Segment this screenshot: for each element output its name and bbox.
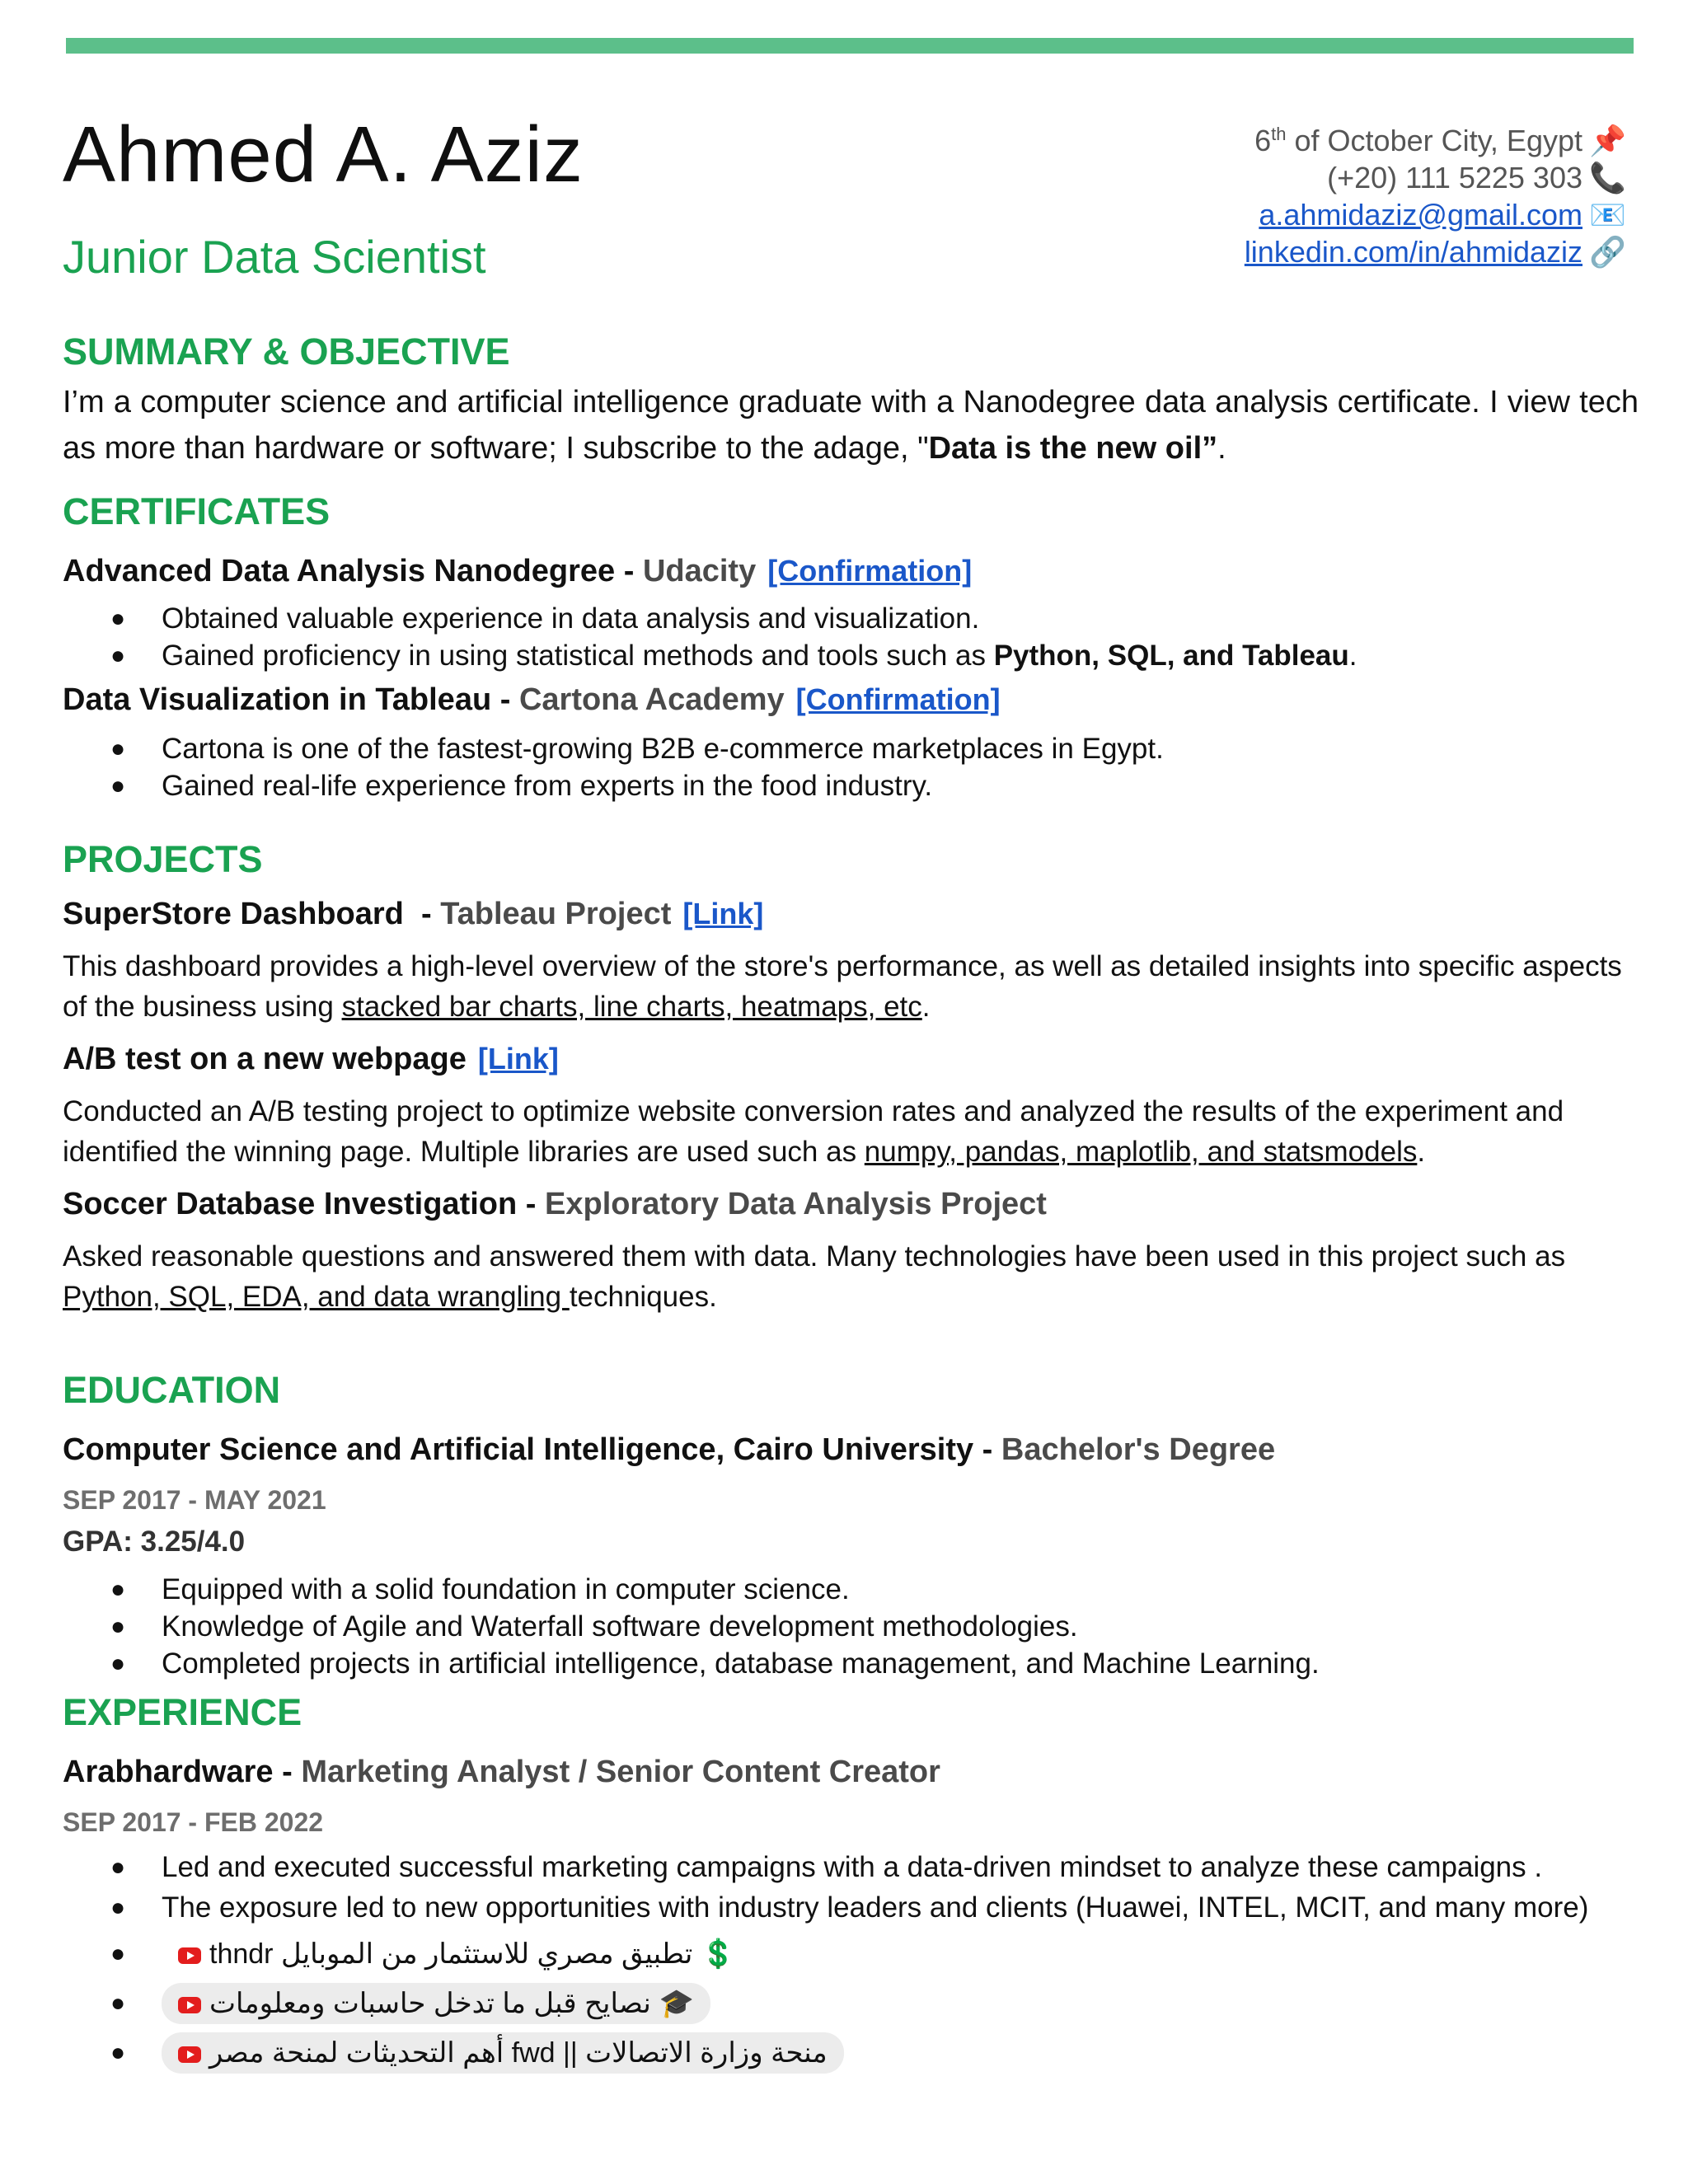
graduation-cap-icon: 🎓 bbox=[659, 1988, 695, 2019]
project-link[interactable]: [Link] bbox=[477, 1042, 559, 1076]
bullet-icon: ● bbox=[110, 735, 126, 762]
project-name: SuperStore Dashboard bbox=[63, 897, 404, 931]
bullet-icon: ● bbox=[110, 642, 126, 669]
bullet-text: Completed projects in artificial intelligence, database management, and Machine Learning. bbox=[162, 1647, 1320, 1680]
list-item bbox=[63, 2030, 1639, 2076]
list-item bbox=[63, 637, 1639, 674]
resume-body bbox=[63, 330, 1639, 2076]
email-link[interactable]: a.ahmidaziz@gmail.com bbox=[1259, 198, 1582, 232]
job-title: Junior Data Scientist bbox=[63, 231, 486, 283]
project-link[interactable]: [Link] bbox=[682, 897, 764, 930]
candidate-name: Ahmed A. Aziz bbox=[63, 110, 584, 199]
certificates-heading: CERTIFICATES bbox=[63, 490, 331, 532]
bullet-icon: ● bbox=[110, 1854, 126, 1881]
certificate-bullets bbox=[63, 600, 1639, 674]
separator: - bbox=[273, 1755, 302, 1789]
email-icon: 📧 bbox=[1589, 198, 1626, 232]
bullet-bold: Python, SQL, and Tableau bbox=[993, 640, 1349, 672]
summary-bold: Data is the new oil” bbox=[928, 431, 1218, 466]
confirmation-link[interactable]: [Confirmation] bbox=[795, 682, 1001, 716]
bullet-end: . bbox=[1348, 640, 1357, 672]
list-item bbox=[63, 1931, 1639, 1977]
list-item bbox=[63, 600, 1639, 637]
linkedin-link[interactable]: linkedin.com/in/ahmidaziz bbox=[1244, 235, 1582, 269]
degree: Bachelor's Degree bbox=[1001, 1432, 1276, 1467]
gpa: GPA: 3.25/4.0 bbox=[63, 1526, 246, 1558]
education-heading: EDUCATION bbox=[63, 1369, 281, 1411]
experience-title bbox=[63, 1751, 1639, 1793]
job-role: Marketing Analyst / Senior Content Creator bbox=[301, 1755, 940, 1789]
top-accent-bar bbox=[66, 38, 1634, 54]
summary-text bbox=[63, 379, 1639, 471]
list-item bbox=[63, 1980, 1639, 2027]
dollar-icon: 💲 bbox=[701, 1938, 736, 1970]
desc-underlined: numpy, pandas, maplotlib, and statsmodels bbox=[864, 1136, 1418, 1168]
project-type: Tableau Project bbox=[440, 897, 672, 931]
location-sup: th bbox=[1271, 124, 1287, 144]
bullet-text: Gained real-life experience from experts in the food industry. bbox=[162, 770, 933, 802]
education-date: SEP 2017 - MAY 2021 bbox=[63, 1485, 326, 1515]
list-item bbox=[63, 1608, 1639, 1645]
location-text: of October City, Egypt bbox=[1286, 124, 1582, 157]
separator: - bbox=[403, 897, 441, 931]
bullet-text: Knowledge of Agile and Waterfall software development methodologies. bbox=[162, 1610, 1078, 1643]
video-chip[interactable] bbox=[162, 1933, 753, 1975]
list-item bbox=[63, 730, 1639, 767]
education-title bbox=[63, 1429, 1639, 1470]
desc-text: Asked reasonable questions and answered them with data. Many technologies have been used in this project such as bbox=[63, 1240, 1566, 1272]
bullet-icon: ● bbox=[110, 605, 126, 632]
certificate-issuer: Cartona Academy bbox=[518, 682, 785, 717]
link-icon: 🔗 bbox=[1589, 235, 1626, 269]
youtube-icon bbox=[178, 1997, 201, 2013]
phone-icon: 📞 bbox=[1589, 161, 1626, 194]
certificate-title bbox=[63, 679, 1639, 720]
bullet-icon: ● bbox=[110, 1940, 126, 1967]
email-line bbox=[1245, 196, 1625, 233]
video-chip[interactable] bbox=[162, 2032, 844, 2074]
contact-block bbox=[1245, 115, 1625, 270]
desc-end: techniques. bbox=[569, 1281, 717, 1313]
project-title bbox=[63, 893, 1639, 935]
bullet-text: Equipped with a solid foundation in computer science. bbox=[162, 1573, 850, 1605]
bullet-icon: ● bbox=[110, 1576, 126, 1603]
video-title: منحة وزارة الاتصالات || fwd أهم التحديثات لمنحة مصر bbox=[209, 2037, 828, 2069]
video-title: نصايح قبل ما تدخل حاسبات ومعلومات bbox=[209, 1988, 651, 2019]
project-description bbox=[63, 946, 1639, 1027]
bullet-text: Gained proficiency in using statistical methods and tools such as bbox=[162, 640, 994, 672]
bullet-text: Led and executed successful marketing campaigns with a data-driven mindset to analyze these campaigns . bbox=[162, 1851, 1543, 1883]
desc-text: Conducted an A/B testing project to optimize website conversion rates and analyzed the results of the experiment and identified the winning page. Multiple libraries are used such as bbox=[63, 1095, 1564, 1168]
desc-underlined: stacked bar charts, line charts, heatmaps, etc bbox=[341, 991, 922, 1023]
location-num: 6 bbox=[1254, 124, 1272, 157]
desc-text: This dashboard provides a high-level overview of the store's performance, as well as detailed insights into specific aspects of the business using bbox=[63, 950, 1622, 1023]
pushpin-icon: 📌 bbox=[1589, 124, 1626, 157]
separator: - bbox=[615, 554, 643, 588]
confirmation-link[interactable]: [Confirmation] bbox=[767, 554, 973, 588]
phone-text: (+20) 111 5225 303 bbox=[1327, 161, 1582, 194]
bullet-text: Obtained valuable experience in data analysis and visualization. bbox=[162, 602, 980, 635]
phone-line bbox=[1245, 159, 1625, 196]
list-item bbox=[63, 1847, 1639, 1887]
bullet-icon: ● bbox=[110, 1650, 126, 1677]
bullet-text: Cartona is one of the fastest-growing B2B e-commerce marketplaces in Egypt. bbox=[162, 733, 1164, 765]
projects-heading: PROJECTS bbox=[63, 838, 263, 880]
project-description bbox=[63, 1236, 1639, 1317]
separator: - bbox=[517, 1187, 545, 1221]
experience-bullets bbox=[63, 1847, 1639, 2076]
desc-end: . bbox=[1417, 1136, 1426, 1168]
project-title bbox=[63, 1038, 1639, 1080]
bullet-icon: ● bbox=[110, 1613, 126, 1640]
bullet-text: The exposure led to new opportunities with industry leaders and clients (Huawei, INTEL, MCIT, and many more) bbox=[162, 1891, 1589, 1924]
summary-text-end: . bbox=[1217, 431, 1226, 466]
certificate-name: Data Visualization in Tableau bbox=[63, 682, 492, 717]
project-name: Soccer Database Investigation bbox=[63, 1187, 518, 1221]
desc-underlined: Python, SQL, EDA, and data wrangling bbox=[63, 1281, 570, 1313]
list-item bbox=[63, 1645, 1639, 1682]
bullet-icon: ● bbox=[110, 1990, 126, 2017]
bullet-icon: ● bbox=[110, 1894, 126, 1921]
list-item bbox=[63, 767, 1639, 804]
certificate-title bbox=[63, 551, 1639, 592]
project-name: A/B test on a new webpage bbox=[63, 1042, 467, 1076]
list-item bbox=[63, 1887, 1639, 1928]
experience-date: SEP 2017 - FEB 2022 bbox=[63, 1807, 324, 1837]
separator: - bbox=[973, 1432, 1001, 1467]
video-chip[interactable] bbox=[162, 1983, 710, 2024]
bullet-icon: ● bbox=[110, 772, 126, 799]
experience-heading: EXPERIENCE bbox=[63, 1691, 302, 1733]
bullet-icon: ● bbox=[110, 2039, 126, 2066]
project-type: Exploratory Data Analysis Project bbox=[545, 1187, 1047, 1221]
certificate-bullets bbox=[63, 730, 1639, 804]
youtube-icon bbox=[178, 1947, 201, 1964]
summary-text-part: I’m a computer science and artificial intelligence graduate with a Nanodegree data analysis certificate. I view tech as more than hardware or software; I subscribe to the adage, " bbox=[63, 385, 1639, 466]
desc-end: . bbox=[921, 991, 931, 1023]
education-bullets bbox=[63, 1571, 1639, 1682]
list-item bbox=[63, 1571, 1639, 1608]
certificate-name: Advanced Data Analysis Nanodegree bbox=[63, 554, 616, 588]
project-description bbox=[63, 1091, 1639, 1172]
video-title: thndr تطبيق مصري للاستثمار من الموبايل bbox=[209, 1938, 693, 1970]
summary-heading: SUMMARY & OBJECTIVE bbox=[63, 330, 510, 373]
certificate-issuer: Udacity bbox=[642, 554, 757, 588]
project-title bbox=[63, 1183, 1639, 1225]
youtube-icon bbox=[178, 2046, 201, 2063]
school-name: Computer Science and Artificial Intelligence, Cairo University bbox=[63, 1432, 974, 1467]
separator: - bbox=[491, 682, 519, 717]
company-name: Arabhardware bbox=[63, 1755, 274, 1789]
linkedin-line bbox=[1245, 233, 1625, 270]
location-line bbox=[1245, 115, 1625, 159]
